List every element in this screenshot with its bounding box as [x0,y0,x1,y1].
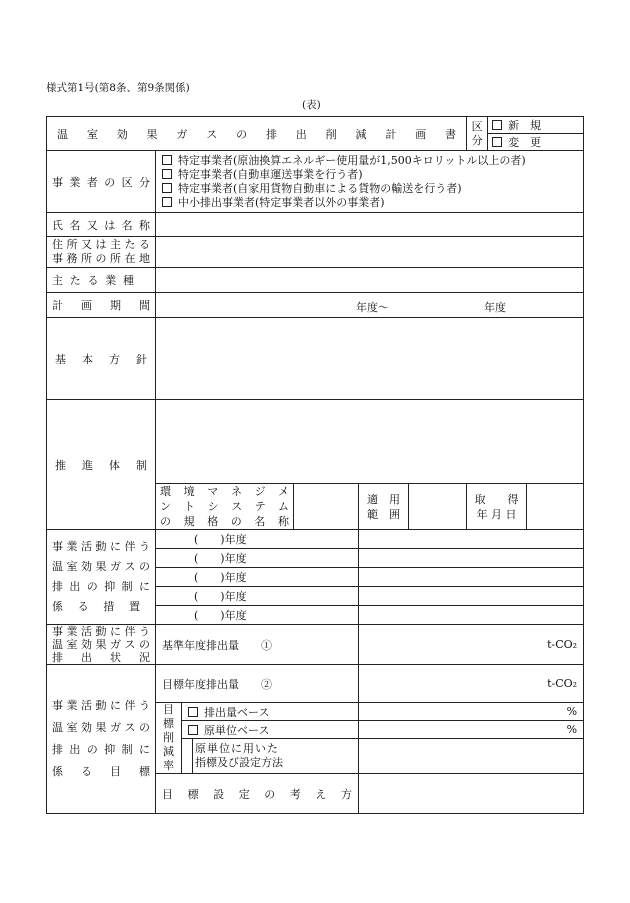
form-title-text: 温室効果ガスの排出削減計画書 [57,127,457,141]
period-label: 計画期間 [47,293,156,318]
measures-field-3[interactable] [359,568,584,587]
change-option-label: 変 更 [508,136,542,149]
measures-year-1[interactable]: ( )年度 [156,530,359,549]
policy-field[interactable] [156,318,584,400]
category-checkbox-4[interactable] [162,197,172,207]
category-checkbox-2[interactable] [162,169,172,179]
category-option-1[interactable] [156,154,583,168]
measures-field-5[interactable] [359,606,584,625]
form-number: 様式第1号(第8条、第9条関係) [46,82,190,94]
indicator-field[interactable] [359,739,584,774]
measures-field-1[interactable] [359,530,584,549]
measures-field-4[interactable] [359,587,584,606]
rate-label: 目標削減率 [156,703,182,774]
period-to-suffix: 年度 [484,301,506,314]
unit-base-option[interactable] [182,721,359,739]
category-checkbox-3[interactable] [162,183,172,193]
plan-form [46,116,584,814]
unit-base-checkbox[interactable] [188,725,198,735]
indicator-label: 原単位に用いた 指標及び設定方法 [193,739,359,773]
indicator-cell [182,739,359,774]
category-checkbox-1[interactable] [162,155,172,165]
ems-name-field[interactable] [294,484,359,530]
base-emission-field[interactable] [359,625,584,665]
kubun-label: 区分 [467,117,488,150]
emission-base-checkbox[interactable] [188,707,198,717]
status-label: 事業活動に伴う 温室効果ガスの 排出状況 [47,625,156,665]
target-emission-field[interactable] [359,665,584,703]
policy-row [47,318,584,400]
category-option-4-label: 中小排出事業者(特定事業者以外の事業者) [178,195,385,209]
category-option-4[interactable] [156,196,583,210]
new-option[interactable] [488,117,584,134]
target-emission-label: 目標年度排出量 ② [156,665,359,703]
industry-row [47,268,584,293]
category-label: 事業者の区分 [47,151,156,213]
status-row [47,625,584,665]
category-options [156,151,584,213]
acquired-field[interactable] [527,484,584,530]
kubun-cell [467,117,584,151]
measures-year-5[interactable]: ( )年度 [156,606,359,625]
emission-base-field[interactable] [359,703,584,721]
measures-label: 事業活動に伴う 温室効果ガスの 排出の抑制に 係る措置 [47,530,156,625]
scope-label: 適 用 範 囲 [359,484,409,530]
scope-field[interactable] [409,484,467,530]
category-option-2-label: 特定事業者(自動車運送事業を行う者) [178,167,363,181]
promotion-row [47,400,584,484]
emission-base-label: 排出量ベース [204,705,270,719]
change-option[interactable] [488,134,584,151]
measures-year-4[interactable]: ( )年度 [156,587,359,606]
acquired-label: 取 得 年 月 日 [467,484,527,530]
title-row [47,117,584,151]
name-row [47,213,584,237]
category-option-3-label: 特定事業者(自家用貨物自動車による貨物の輸送を行う者) [178,181,462,195]
policy-label: 基本方針 [47,318,156,400]
measures-year-3[interactable]: ( )年度 [156,568,359,587]
approach-label: 目標設定の考え方 [156,774,359,814]
name-field[interactable] [156,213,584,237]
name-label: 氏名又は名称 [47,213,156,237]
measures-row-1 [47,530,584,549]
category-option-1-label: 特定事業者(原油換算エネルギー使用量が1,500キロリットル以上の者) [178,153,526,167]
category-option-3[interactable] [156,182,583,196]
category-row [47,151,584,213]
category-option-2[interactable] [156,168,583,182]
measures-year-2[interactable]: ( )年度 [156,549,359,568]
period-row [47,293,584,318]
unit-base-field[interactable] [359,721,584,739]
promotion-field[interactable] [156,400,584,484]
measures-field-2[interactable] [359,549,584,568]
unit-base-label: 原単位ベース [204,723,270,737]
address-field[interactable] [156,237,584,268]
emission-base-percent: % [566,705,578,718]
targets-label: 事業活動に伴う 温室効果ガスの 排出の抑制に 係る目標 [47,665,156,814]
industry-label: 主たる業種 [47,268,156,293]
address-row [47,237,584,268]
new-option-label: 新 規 [508,119,542,132]
form-title [47,117,467,151]
unit-base-percent: % [566,723,578,736]
base-emission-unit: t-CO₂ [547,638,578,651]
target-emission-unit: t-CO₂ [547,677,578,690]
ems-label: 環境マネジメ ントシステム の規格の名称 [156,484,294,530]
side-label: (表) [302,99,321,111]
change-checkbox[interactable] [492,137,502,147]
emission-base-option[interactable] [182,703,359,721]
approach-field[interactable] [359,774,584,814]
base-emission-label: 基準年度排出量 ① [156,625,359,665]
period-field[interactable] [156,293,584,318]
promotion-label: 推進体制 [47,400,156,530]
period-from-suffix: 年度〜 [356,301,389,314]
address-label: 住所又は主たる 事務所の所在地 [47,237,156,268]
industry-field[interactable] [156,268,584,293]
target-emission-row [47,665,584,703]
new-checkbox[interactable] [492,120,502,130]
